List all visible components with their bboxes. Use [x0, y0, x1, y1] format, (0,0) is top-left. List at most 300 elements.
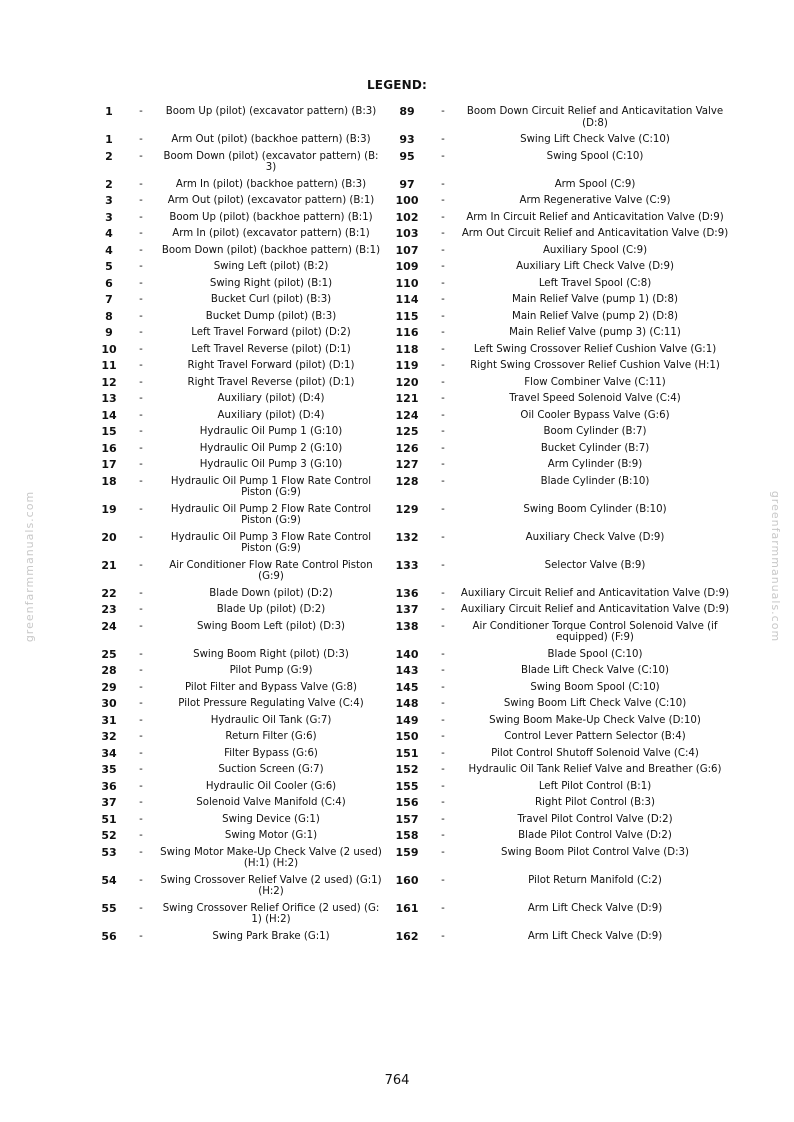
left-item-dash: -	[139, 327, 143, 338]
left-item-number: 3	[105, 194, 113, 207]
right-item-description: Main Relief Valve (pump 2) (D:8)	[512, 310, 678, 322]
left-item-dash: -	[139, 648, 143, 660]
right-item-description: Travel Pilot Control Valve (D:2)	[517, 813, 673, 825]
left-item-number: 10	[101, 342, 117, 356]
left-item-description: Blade Down (pilot) (D:2)	[209, 587, 333, 599]
right-item-number: 156	[395, 796, 419, 809]
left-item-description: Bucket Curl (pilot) (B:3)	[210, 294, 332, 305]
right-item-description: Right Pilot Control (B:3)	[534, 797, 656, 808]
right-item-description: Pilot Control Shutoff Solenoid Valve (C:4)	[491, 747, 699, 759]
legend-row	[92, 391, 732, 408]
right-item-number: 116	[395, 326, 419, 339]
right-item-dash: -	[441, 874, 445, 886]
right-item-number: 114	[395, 293, 419, 306]
legend-row	[92, 243, 732, 260]
left-item-number: 4	[105, 243, 113, 257]
right-item-description: Right Swing Crossover Relief Cushion Valve (H:1)	[470, 360, 720, 371]
left-item-description: Arm In (pilot) (backhoe pattern) (B:3)	[175, 178, 367, 190]
right-item-description: Hydraulic Oil Tank Relief Valve and Breather (G:6)	[468, 764, 722, 775]
left-item-description: Auxiliary (pilot) (D:4)	[217, 409, 325, 421]
left-item-dash: -	[139, 360, 143, 371]
legend-row	[92, 375, 732, 392]
left-item-description: Hydraulic Oil Pump 3 (G:10)	[199, 459, 343, 470]
left-item-dash: -	[139, 531, 143, 543]
left-item-description: Left Travel Reverse (pilot) (D:1)	[191, 343, 351, 355]
left-item-number: 37	[101, 796, 117, 809]
right-item-dash: -	[441, 228, 445, 239]
left-item-dash: -	[139, 830, 143, 841]
left-item-description: Pilot Pressure Regulating Valve (C:4)	[178, 698, 364, 709]
legend-row	[92, 663, 732, 680]
legend-table	[92, 104, 732, 945]
right-item-number: 159	[395, 845, 419, 859]
right-item-dash: -	[441, 587, 445, 599]
right-item-number: 152	[395, 763, 419, 776]
left-item-description: Swing Left (pilot) (B:2)	[213, 261, 329, 272]
right-item-number: 119	[395, 359, 419, 372]
right-item-dash: -	[441, 902, 445, 914]
right-item-number: 127	[395, 458, 419, 471]
left-item-description: Arm Out (pilot) (excavator pattern) (B:1)	[167, 195, 375, 206]
right-item-dash: -	[441, 195, 445, 206]
left-item-description: Bucket Dump (pilot) (B:3)	[205, 310, 337, 322]
left-item-dash: -	[139, 503, 143, 515]
left-item-dash: -	[139, 731, 143, 742]
left-item-description: Hydraulic Oil Pump 2 Flow Rate Control Piston (G:9)	[170, 503, 372, 526]
left-item-number: 11	[101, 359, 117, 372]
right-item-description: Main Relief Valve (pump 1) (D:8)	[512, 294, 678, 305]
right-item-dash: -	[441, 731, 445, 742]
left-item-number: 35	[101, 763, 117, 776]
right-item-dash: -	[441, 813, 445, 825]
left-item-description: Swing Crossover Relief Orifice (2 used) (G: 1) (H:2)	[162, 902, 380, 925]
left-item-description: Swing Right (pilot) (B:1)	[209, 277, 333, 289]
right-item-description: Arm Lift Check Valve (D:9)	[527, 902, 663, 914]
right-item-dash: -	[441, 376, 445, 388]
legend-title: LEGEND:	[366, 78, 428, 92]
right-item-number: 89	[399, 105, 415, 118]
right-item-dash: -	[441, 930, 445, 942]
right-item-number: 100	[395, 194, 419, 207]
left-item-dash: -	[139, 228, 143, 239]
left-item-number: 1	[105, 133, 113, 146]
left-item-dash: -	[139, 211, 143, 223]
right-item-number: 102	[395, 210, 419, 224]
left-item-dash: -	[139, 475, 143, 487]
left-item-description: Swing Motor Make-Up Check Valve (2 used) (H:1) (H:2)	[160, 846, 382, 869]
right-item-number: 162	[395, 929, 419, 943]
left-item-dash: -	[139, 698, 143, 709]
right-item-description: Blade Cylinder (B:10)	[540, 475, 650, 487]
left-item-dash: -	[139, 426, 143, 437]
right-item-dash: -	[441, 409, 445, 421]
right-item-description: Arm In Circuit Relief and Anticavitation Valve (D:9)	[466, 211, 724, 223]
legend-row	[92, 762, 732, 779]
left-item-dash: -	[139, 930, 143, 942]
legend-row	[92, 424, 732, 441]
legend-row	[92, 873, 732, 901]
right-item-dash: -	[441, 277, 445, 289]
right-item-number: 150	[395, 730, 419, 743]
left-item-description: Boom Up (pilot) (backhoe pattern) (B:1)	[169, 211, 373, 223]
legend-row	[92, 149, 732, 177]
right-item-description: Arm Lift Check Valve (D:9)	[527, 930, 663, 942]
right-item-dash: -	[441, 681, 445, 693]
right-item-description: Bucket Cylinder (B:7)	[540, 442, 650, 454]
left-item-description: Arm In (pilot) (excavator pattern) (B:1)	[172, 228, 370, 239]
left-item-dash: -	[139, 343, 143, 355]
right-item-description: Arm Out Circuit Relief and Anticavitation Valve (D:9)	[461, 228, 729, 239]
left-item-number: 2	[105, 149, 113, 163]
left-item-description: Boom Up (pilot) (excavator pattern) (B:3)	[165, 106, 377, 117]
left-item-dash: -	[139, 780, 143, 792]
left-item-description: Swing Park Brake (G:1)	[212, 930, 330, 942]
legend-body	[92, 104, 732, 945]
legend-row	[92, 729, 732, 746]
left-item-description: Hydraulic Oil Cooler (G:6)	[205, 780, 337, 792]
right-item-description: Auxiliary Spool (C:9)	[542, 244, 648, 256]
legend-row	[92, 292, 732, 309]
left-item-dash: -	[139, 106, 143, 117]
right-item-number: 138	[395, 619, 419, 633]
legend-row	[92, 276, 732, 293]
legend-row	[92, 259, 732, 276]
right-item-dash: -	[441, 846, 445, 858]
right-item-dash: -	[441, 261, 445, 272]
legend-row	[92, 408, 732, 425]
left-item-number: 16	[101, 441, 117, 455]
right-item-number: 118	[395, 342, 419, 356]
right-item-description: Left Pilot Control (B:1)	[538, 780, 652, 792]
legend-row	[92, 358, 732, 375]
right-item-dash: -	[441, 475, 445, 487]
left-item-number: 32	[101, 730, 117, 743]
right-item-number: 143	[395, 664, 419, 677]
right-item-description: Swing Lift Check Valve (C:10)	[520, 134, 670, 145]
right-item-number: 148	[395, 697, 419, 710]
left-item-description: Swing Boom Right (pilot) (D:3)	[193, 648, 349, 660]
left-item-description: Pilot Pump (G:9)	[229, 665, 313, 676]
legend-row	[92, 713, 732, 730]
left-item-dash: -	[139, 150, 143, 162]
legend-row	[92, 325, 732, 342]
right-item-dash: -	[441, 294, 445, 305]
legend-row	[92, 779, 732, 796]
left-item-description: Arm Out (pilot) (backhoe pattern) (B:3)	[171, 134, 371, 145]
left-item-dash: -	[139, 714, 143, 726]
right-item-dash: -	[441, 393, 445, 404]
legend-row	[92, 342, 732, 359]
right-item-description: Blade Pilot Control Valve (D:2)	[518, 830, 672, 841]
right-item-description: Main Relief Valve (pump 3) (C:11)	[509, 327, 681, 338]
legend-row	[92, 619, 732, 647]
left-item-description: Right Travel Forward (pilot) (D:1)	[187, 360, 355, 371]
left-item-number: 18	[101, 474, 117, 488]
left-item-description: Return Filter (G:6)	[225, 731, 317, 742]
left-item-dash: -	[139, 764, 143, 775]
left-item-dash: -	[139, 797, 143, 808]
right-item-dash: -	[441, 698, 445, 709]
left-item-number: 6	[105, 276, 113, 290]
legend-row	[92, 210, 732, 227]
right-item-number: 136	[395, 586, 419, 600]
right-item-description: Arm Spool (C:9)	[554, 178, 636, 190]
right-item-dash: -	[441, 764, 445, 775]
left-item-dash: -	[139, 620, 143, 632]
right-item-description: Swing Boom Pilot Control Valve (D:3)	[500, 846, 689, 858]
left-item-number: 55	[101, 901, 117, 915]
right-item-dash: -	[441, 360, 445, 371]
right-item-dash: -	[441, 178, 445, 190]
right-item-dash: -	[441, 244, 445, 256]
left-item-number: 22	[101, 586, 117, 600]
right-item-dash: -	[441, 134, 445, 145]
left-item-dash: -	[139, 195, 143, 206]
left-item-number: 29	[101, 680, 117, 694]
legend-row	[92, 104, 732, 132]
left-item-number: 19	[101, 502, 117, 516]
legend-row	[92, 309, 732, 326]
legend-row	[92, 746, 732, 763]
right-item-number: 93	[399, 133, 415, 146]
right-item-dash: -	[441, 459, 445, 470]
right-item-description: Oil Cooler Bypass Valve (G:6)	[520, 409, 670, 421]
right-item-dash: -	[441, 665, 445, 676]
left-item-dash: -	[139, 393, 143, 404]
left-item-number: 34	[101, 746, 117, 760]
left-item-description: Hydraulic Oil Pump 2 (G:10)	[199, 442, 343, 454]
right-item-number: 157	[395, 812, 419, 826]
right-item-number: 128	[395, 474, 419, 488]
left-item-number: 56	[101, 929, 117, 943]
left-item-dash: -	[139, 874, 143, 886]
right-item-description: Pilot Return Manifold (C:2)	[528, 874, 662, 886]
right-item-dash: -	[441, 747, 445, 759]
left-item-dash: -	[139, 261, 143, 272]
left-item-description: Air Conditioner Flow Rate Control Piston (G:9)	[169, 559, 373, 582]
left-item-number: 13	[101, 392, 117, 405]
right-item-description: Boom Down Circuit Relief and Anticavitation Valve (D:8)	[466, 106, 724, 129]
legend-row	[92, 441, 732, 458]
left-item-description: Boom Down (pilot) (excavator pattern) (B: 3)	[163, 150, 379, 173]
legend-row	[92, 812, 732, 829]
left-item-number: 15	[101, 425, 117, 438]
right-item-dash: -	[441, 310, 445, 322]
left-item-number: 12	[101, 375, 117, 389]
right-item-number: 109	[395, 260, 419, 273]
right-item-number: 149	[395, 713, 419, 727]
right-item-dash: -	[441, 442, 445, 454]
left-item-description: Swing Device (G:1)	[222, 813, 320, 825]
left-item-number: 2	[105, 177, 113, 191]
left-item-number: 23	[101, 603, 117, 616]
left-item-dash: -	[139, 559, 143, 571]
right-item-dash: -	[441, 150, 445, 162]
right-item-description: Auxiliary Lift Check Valve (D:9)	[516, 261, 674, 272]
left-item-dash: -	[139, 681, 143, 693]
right-item-description: Auxiliary Circuit Relief and Anticavitation Valve (D:9)	[460, 604, 730, 615]
right-item-dash: -	[441, 106, 445, 117]
left-item-number: 36	[101, 779, 117, 793]
legend-row	[92, 929, 732, 946]
right-item-number: 145	[395, 680, 419, 694]
right-item-number: 129	[395, 502, 419, 516]
left-item-number: 17	[101, 458, 117, 471]
right-item-number: 110	[395, 276, 419, 290]
right-item-description: Swing Boom Spool (C:10)	[530, 681, 660, 693]
legend-row	[92, 502, 732, 530]
left-item-dash: -	[139, 459, 143, 470]
left-item-number: 5	[105, 260, 113, 273]
left-item-number: 1	[105, 105, 113, 118]
right-item-dash: -	[441, 343, 445, 355]
legend-row	[92, 795, 732, 812]
right-item-dash: -	[441, 211, 445, 223]
right-item-description: Flow Combiner Valve (C:11)	[524, 376, 666, 388]
left-item-description: Hydraulic Oil Pump 1 (G:10)	[199, 426, 343, 437]
left-item-description: Left Travel Forward (pilot) (D:2)	[191, 327, 351, 338]
legend-row	[92, 845, 732, 873]
right-item-dash: -	[441, 531, 445, 543]
left-item-number: 28	[101, 664, 117, 677]
legend-row	[92, 226, 732, 243]
right-item-number: 103	[395, 227, 419, 240]
left-item-description: Right Travel Reverse (pilot) (D:1)	[187, 376, 355, 388]
left-item-number: 30	[101, 697, 117, 710]
right-item-description: Blade Spool (C:10)	[547, 648, 643, 660]
left-item-description: Suction Screen (G:7)	[218, 764, 324, 775]
left-item-description: Blade Up (pilot) (D:2)	[216, 604, 326, 615]
legend-row	[92, 696, 732, 713]
legend-row	[92, 457, 732, 474]
right-item-number: 120	[395, 375, 419, 389]
right-item-description: Auxiliary Check Valve (D:9)	[525, 531, 665, 543]
left-item-dash: -	[139, 310, 143, 322]
legend-row	[92, 177, 732, 194]
right-item-dash: -	[441, 426, 445, 437]
right-item-number: 115	[395, 309, 419, 323]
right-item-number: 97	[399, 177, 415, 191]
left-item-number: 25	[101, 647, 117, 661]
left-item-dash: -	[139, 813, 143, 825]
left-item-number: 51	[101, 812, 117, 826]
left-item-number: 31	[101, 713, 117, 727]
left-item-dash: -	[139, 134, 143, 145]
left-item-dash: -	[139, 587, 143, 599]
right-item-dash: -	[441, 714, 445, 726]
left-item-description: Swing Crossover Relief Valve (2 used) (G:1) (H:2)	[160, 874, 382, 897]
left-item-dash: -	[139, 747, 143, 759]
left-item-number: 3	[105, 210, 113, 224]
left-item-number: 21	[101, 558, 117, 572]
legend-row	[92, 901, 732, 929]
legend-row	[92, 530, 732, 558]
left-item-dash: -	[139, 294, 143, 305]
right-item-description: Air Conditioner Torque Control Solenoid Valve (if equipped) (F:9)	[472, 620, 718, 643]
right-item-number: 151	[395, 746, 419, 760]
watermark-right: greenfarmmanuals.com	[769, 490, 783, 643]
left-item-dash: -	[139, 409, 143, 421]
right-item-description: Travel Speed Solenoid Valve (C:4)	[509, 393, 681, 404]
left-item-dash: -	[139, 277, 143, 289]
right-item-description: Control Lever Pattern Selector (B:4)	[504, 731, 686, 742]
right-item-number: 126	[395, 441, 419, 455]
legend-row	[92, 680, 732, 697]
left-item-description: Solenoid Valve Manifold (C:4)	[196, 797, 346, 808]
right-item-number: 155	[395, 779, 419, 793]
left-item-number: 20	[101, 530, 117, 544]
right-item-dash: -	[441, 830, 445, 841]
legend-row	[92, 474, 732, 502]
legend-row	[92, 132, 732, 149]
right-item-description: Auxiliary Circuit Relief and Anticavitation Valve (D:9)	[460, 587, 730, 599]
legend-row	[92, 193, 732, 210]
page-number: 764	[384, 1073, 410, 1088]
left-item-description: Hydraulic Oil Pump 3 Flow Rate Control Piston (G:9)	[170, 531, 372, 554]
left-item-dash: -	[139, 244, 143, 256]
left-item-number: 4	[105, 227, 113, 240]
right-item-dash: -	[441, 648, 445, 660]
right-item-dash: -	[441, 327, 445, 338]
left-item-description: Swing Boom Left (pilot) (D:3)	[196, 620, 346, 632]
left-item-description: Boom Down (pilot) (backhoe pattern) (B:1)	[161, 244, 381, 256]
right-item-number: 95	[399, 149, 415, 163]
left-item-number: 53	[101, 845, 117, 859]
right-item-number: 121	[395, 392, 419, 405]
left-item-dash: -	[139, 846, 143, 858]
left-item-description: Auxiliary (pilot) (D:4)	[217, 393, 325, 404]
right-item-number: 133	[395, 558, 419, 572]
right-item-description: Swing Boom Cylinder (B:10)	[523, 503, 667, 515]
right-item-dash: -	[441, 780, 445, 792]
right-item-description: Left Travel Spool (C:8)	[538, 277, 652, 289]
right-item-number: 140	[395, 647, 419, 661]
right-item-description: Arm Regenerative Valve (C:9)	[519, 195, 671, 206]
left-item-number: 14	[101, 408, 117, 422]
right-item-number: 124	[395, 408, 419, 422]
left-item-number: 24	[101, 619, 117, 633]
left-item-number: 8	[105, 309, 113, 323]
right-item-number: 158	[395, 829, 419, 842]
right-item-description: Swing Spool (C:10)	[546, 150, 644, 162]
legend-row	[92, 828, 732, 845]
left-item-number: 52	[101, 829, 117, 842]
left-item-dash: -	[139, 376, 143, 388]
left-item-dash: -	[139, 604, 143, 615]
right-item-dash: -	[441, 503, 445, 515]
right-item-dash: -	[441, 604, 445, 615]
right-item-number: 137	[395, 603, 419, 616]
right-item-dash: -	[441, 559, 445, 571]
left-item-description: Hydraulic Oil Pump 1 Flow Rate Control Piston (G:9)	[170, 475, 372, 498]
right-item-description: Swing Boom Lift Check Valve (C:10)	[503, 698, 687, 709]
left-item-dash: -	[139, 902, 143, 914]
right-item-number: 160	[395, 873, 419, 887]
right-item-description: Boom Cylinder (B:7)	[543, 426, 647, 437]
right-item-description: Blade Lift Check Valve (C:10)	[520, 665, 669, 676]
legend-row	[92, 602, 732, 619]
right-item-description: Arm Cylinder (B:9)	[547, 459, 643, 470]
left-item-number: 7	[105, 293, 113, 306]
right-item-dash: -	[441, 797, 445, 808]
left-item-description: Swing Motor (G:1)	[224, 830, 318, 841]
right-item-dash: -	[441, 620, 445, 632]
legend-row	[92, 558, 732, 586]
right-item-description: Left Swing Crossover Relief Cushion Valve (G:1)	[473, 343, 717, 355]
right-item-description: Selector Valve (B:9)	[544, 559, 646, 571]
right-item-number: 125	[395, 425, 419, 438]
right-item-number: 107	[395, 243, 419, 257]
